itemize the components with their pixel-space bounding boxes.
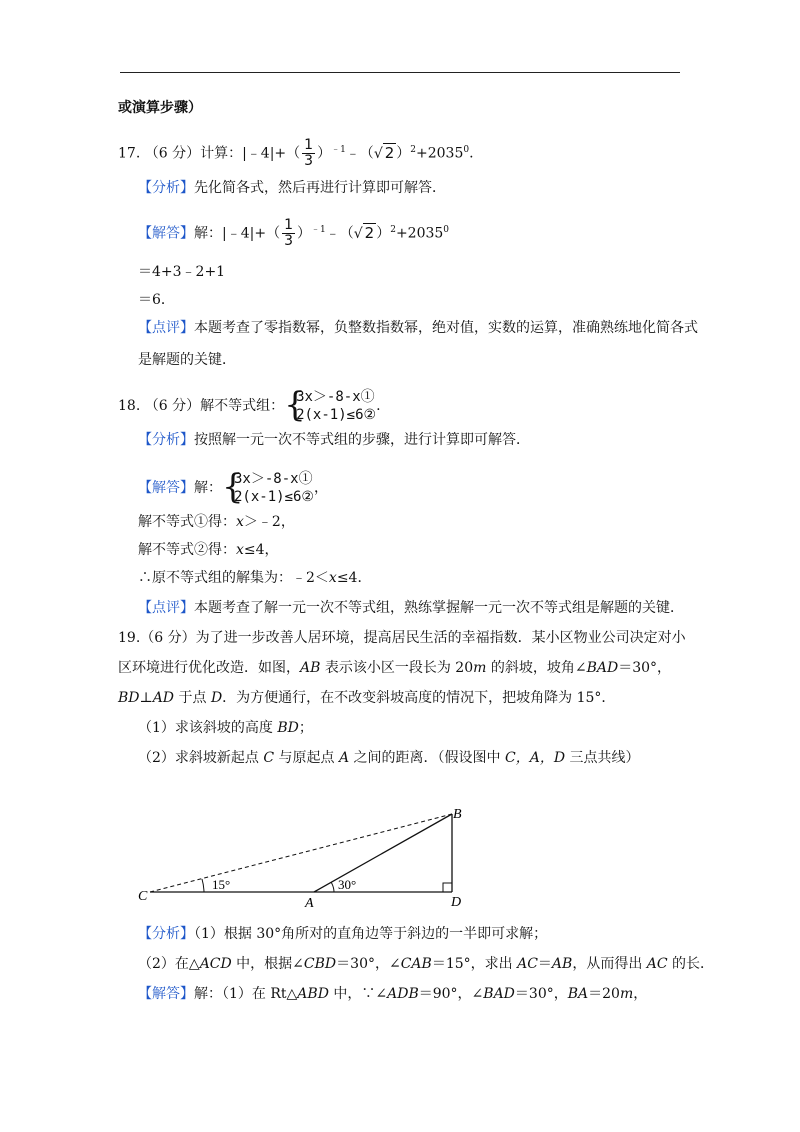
analysis-tag: 【分析】 bbox=[138, 432, 194, 448]
variable: x bbox=[236, 542, 244, 558]
point-label: C bbox=[263, 750, 275, 766]
analysis-text: 的长． bbox=[667, 956, 715, 972]
dashed-line-cb bbox=[150, 814, 452, 892]
label-b: B bbox=[453, 807, 462, 822]
analysis-text: ＝ bbox=[537, 956, 552, 972]
q18-comment bbox=[138, 598, 684, 618]
point-label: D bbox=[210, 690, 223, 706]
square-root: √ 2 bbox=[353, 223, 375, 242]
angle-arc-a bbox=[331, 882, 334, 892]
exponent: 2 bbox=[410, 144, 417, 155]
paren-close: ） bbox=[376, 225, 391, 242]
answer-prefix: 解：|﹣4|+（ bbox=[194, 225, 281, 242]
point-label: C，A，D bbox=[505, 750, 566, 766]
question-18 bbox=[118, 385, 381, 425]
question-score: （6 分） bbox=[144, 398, 201, 414]
angle-label-c: 15° bbox=[212, 877, 231, 892]
inequality-row: 2(x-1)≤6② bbox=[234, 489, 314, 505]
exponent: 0 bbox=[463, 144, 470, 155]
q17-comment bbox=[138, 318, 698, 338]
inequality-system bbox=[284, 385, 377, 425]
operator-text: ﹣（ bbox=[325, 225, 354, 242]
term: +2035 bbox=[416, 145, 464, 162]
fraction bbox=[282, 218, 295, 249]
analysis-text: （1）根据 30°角所对的直角边等于斜边的一半即可求解； bbox=[194, 926, 548, 942]
segment-label: BD bbox=[118, 690, 140, 706]
question-number: 17. bbox=[118, 145, 141, 162]
q18-answer bbox=[138, 467, 328, 507]
fraction-denominator: 3 bbox=[304, 153, 314, 169]
q18-step-1 bbox=[138, 512, 295, 532]
answer-text: ＝90°，∠ bbox=[418, 986, 484, 1002]
operator-text: ﹣（ bbox=[345, 145, 374, 162]
q18-analysis bbox=[138, 430, 530, 450]
q18-step-3 bbox=[138, 568, 371, 588]
segment-label: AB bbox=[300, 660, 321, 676]
analysis-text: ＝30°，∠ bbox=[336, 956, 401, 972]
question-19-sub1 bbox=[138, 718, 313, 738]
question-score: （6 分） bbox=[144, 145, 201, 162]
step-text: ∴原不等式组的解集为：﹣2＜ bbox=[138, 570, 329, 586]
label-c: C bbox=[138, 889, 148, 904]
q-text: 的斜坡，坡角∠ bbox=[486, 660, 587, 676]
period: . bbox=[376, 398, 381, 414]
exponent: ﹣1 bbox=[331, 144, 346, 155]
answer-text: ＝30°， bbox=[514, 986, 568, 1002]
q-text: 之间的距离．（假设图中 bbox=[349, 750, 506, 766]
analysis-text: ，从而得出 bbox=[572, 956, 647, 972]
segment-label: AD bbox=[152, 690, 175, 706]
variable: x bbox=[236, 514, 244, 530]
analysis-tag: 【分析】 bbox=[138, 926, 194, 942]
step-text: ≤4， bbox=[243, 542, 279, 558]
prompt-text: 解不等式组： bbox=[200, 398, 285, 414]
analysis-text: ＝15°，求出 bbox=[431, 956, 518, 972]
q19-answer bbox=[138, 984, 647, 1004]
paren-close: ） bbox=[396, 145, 411, 162]
label-d: D bbox=[451, 895, 462, 910]
q-text: 与原起点 bbox=[274, 750, 339, 766]
q-text: ⊥ bbox=[139, 690, 153, 706]
question-19-sub2 bbox=[138, 748, 640, 768]
answer-text: 中，∵∠ bbox=[328, 986, 388, 1002]
prompt-prefix: 计算：|﹣4|+（ bbox=[200, 145, 301, 162]
square-root: √ 2 bbox=[373, 143, 395, 162]
analysis-tag: 【分析】 bbox=[138, 180, 194, 196]
triangle-label: ABD bbox=[297, 986, 329, 1002]
step-text: 解不等式②得： bbox=[138, 542, 236, 558]
segment-label: AC bbox=[517, 956, 538, 972]
label-a: A bbox=[305, 896, 314, 911]
comment-text: 本题考查了解一元一次不等式组，熟练掌握解一元一次不等式组是解题的关键． bbox=[194, 600, 684, 616]
answer-text: 解：（1）在 Rt△ bbox=[194, 986, 298, 1002]
q18-step-2 bbox=[138, 540, 279, 560]
slope-diagram bbox=[130, 800, 480, 915]
header-rule bbox=[120, 72, 680, 73]
q-text: （1）求该斜坡的高度 bbox=[138, 720, 278, 736]
q-text: 表示该小区一段长为 20 bbox=[320, 660, 474, 676]
fraction bbox=[302, 138, 315, 169]
analysis-text: 先化简各式，然后再进行计算即可解答． bbox=[194, 180, 446, 196]
answer-tag: 【解答】 bbox=[138, 480, 194, 496]
period: . bbox=[469, 145, 474, 162]
q17-analysis bbox=[138, 178, 446, 198]
q-text: 三点共线） bbox=[565, 750, 640, 766]
comment-tag: 【点评】 bbox=[138, 600, 194, 616]
q-text: 区环境进行优化改造．如图， bbox=[118, 660, 300, 676]
answer-prefix: 解： bbox=[194, 480, 222, 496]
unit: m bbox=[473, 660, 487, 676]
segment-label: BA bbox=[567, 986, 589, 1002]
exponent: ﹣1 bbox=[311, 224, 326, 235]
analysis-text: 中，根据∠ bbox=[231, 956, 304, 972]
unit: m bbox=[619, 986, 634, 1002]
term: +2035 bbox=[395, 225, 444, 242]
q-text: ＝30°， bbox=[618, 660, 672, 676]
angle-arc-c bbox=[202, 879, 204, 892]
question-19-line2 bbox=[118, 658, 671, 678]
question-17 bbox=[118, 138, 474, 169]
q17-answer bbox=[138, 218, 449, 249]
step-text: 解不等式①得： bbox=[138, 514, 236, 530]
brace-icon: { bbox=[222, 467, 244, 507]
q-text: ．为方便通行，在不改变斜坡高度的情况下，把坡角降为 15°． bbox=[222, 690, 616, 706]
inequality-row: 3x＞-8-x① bbox=[296, 389, 375, 405]
q-text: （2）求斜坡新起点 bbox=[138, 750, 264, 766]
question-19-line1: 19.（6 分）为了进一步改善人居环境，提高居民生活的幸福指数．某小区物业公司决定对小 bbox=[118, 630, 686, 646]
analysis-text: 按照解一元一次不等式组的步骤，进行计算即可解答． bbox=[194, 432, 530, 448]
q17-answer-result: ＝6． bbox=[138, 292, 175, 308]
inequality-row: 2(x-1)≤6② bbox=[296, 407, 377, 423]
paren-close: ） bbox=[297, 225, 311, 242]
right-angle-mark bbox=[443, 883, 452, 892]
q19-analysis-2 bbox=[138, 954, 714, 974]
angle-label: ADB bbox=[387, 986, 419, 1002]
angle-label: BAD bbox=[483, 986, 515, 1002]
q17-answer-step: ＝4+3﹣2+1 bbox=[138, 264, 226, 280]
analysis-text: （2）在△ bbox=[138, 956, 200, 972]
answer-text: ＝20 bbox=[588, 986, 620, 1002]
brace-icon: { bbox=[284, 385, 306, 425]
inequality-system bbox=[222, 467, 314, 507]
answer-text: ， bbox=[633, 986, 648, 1002]
angle-label: BAD bbox=[586, 660, 619, 676]
angle-label: CAB bbox=[400, 956, 432, 972]
segment-label: AC bbox=[646, 956, 668, 972]
q17-comment-cont: 是解题的关键． bbox=[138, 352, 236, 368]
paren-close: ） bbox=[317, 145, 332, 162]
fraction-numerator: 1 bbox=[284, 217, 293, 233]
q-text: ； bbox=[298, 720, 313, 736]
q19-analysis bbox=[138, 924, 547, 944]
step-text: ≤4． bbox=[336, 570, 372, 586]
answer-tag: 【解答】 bbox=[138, 986, 194, 1002]
angle-label: CBD bbox=[303, 956, 337, 972]
question-number: 18. bbox=[118, 398, 141, 414]
inequality-row: 3x＞-8-x① bbox=[234, 471, 313, 487]
question-19-line3 bbox=[118, 688, 615, 708]
fraction-denominator: 3 bbox=[284, 233, 293, 249]
triangle-label: ACD bbox=[199, 956, 232, 972]
answer-tag: 【解答】 bbox=[138, 225, 194, 242]
angle-label-a: 30° bbox=[338, 877, 357, 892]
section-header: 或演算步骤） bbox=[118, 100, 202, 116]
segment-label: BD bbox=[277, 720, 299, 736]
exponent: 0 bbox=[443, 224, 450, 235]
exponent: 2 bbox=[390, 224, 396, 235]
radicand: 2 bbox=[384, 143, 395, 162]
q-text: 于点 bbox=[174, 690, 211, 706]
variable: x bbox=[328, 570, 337, 586]
comma: ， bbox=[313, 480, 328, 496]
fraction-numerator: 1 bbox=[304, 137, 314, 153]
slope-line-ab bbox=[314, 814, 452, 892]
comment-tag: 【点评】 bbox=[138, 320, 194, 336]
comment-text: 本题考查了零指数幂，负整数指数幂，绝对值，实数的运算，准确熟练地化简各式 bbox=[194, 320, 698, 336]
point-label: A bbox=[338, 750, 350, 766]
segment-label: AB bbox=[551, 956, 573, 972]
step-text: ＞﹣2， bbox=[243, 514, 295, 530]
radicand: 2 bbox=[364, 223, 375, 242]
